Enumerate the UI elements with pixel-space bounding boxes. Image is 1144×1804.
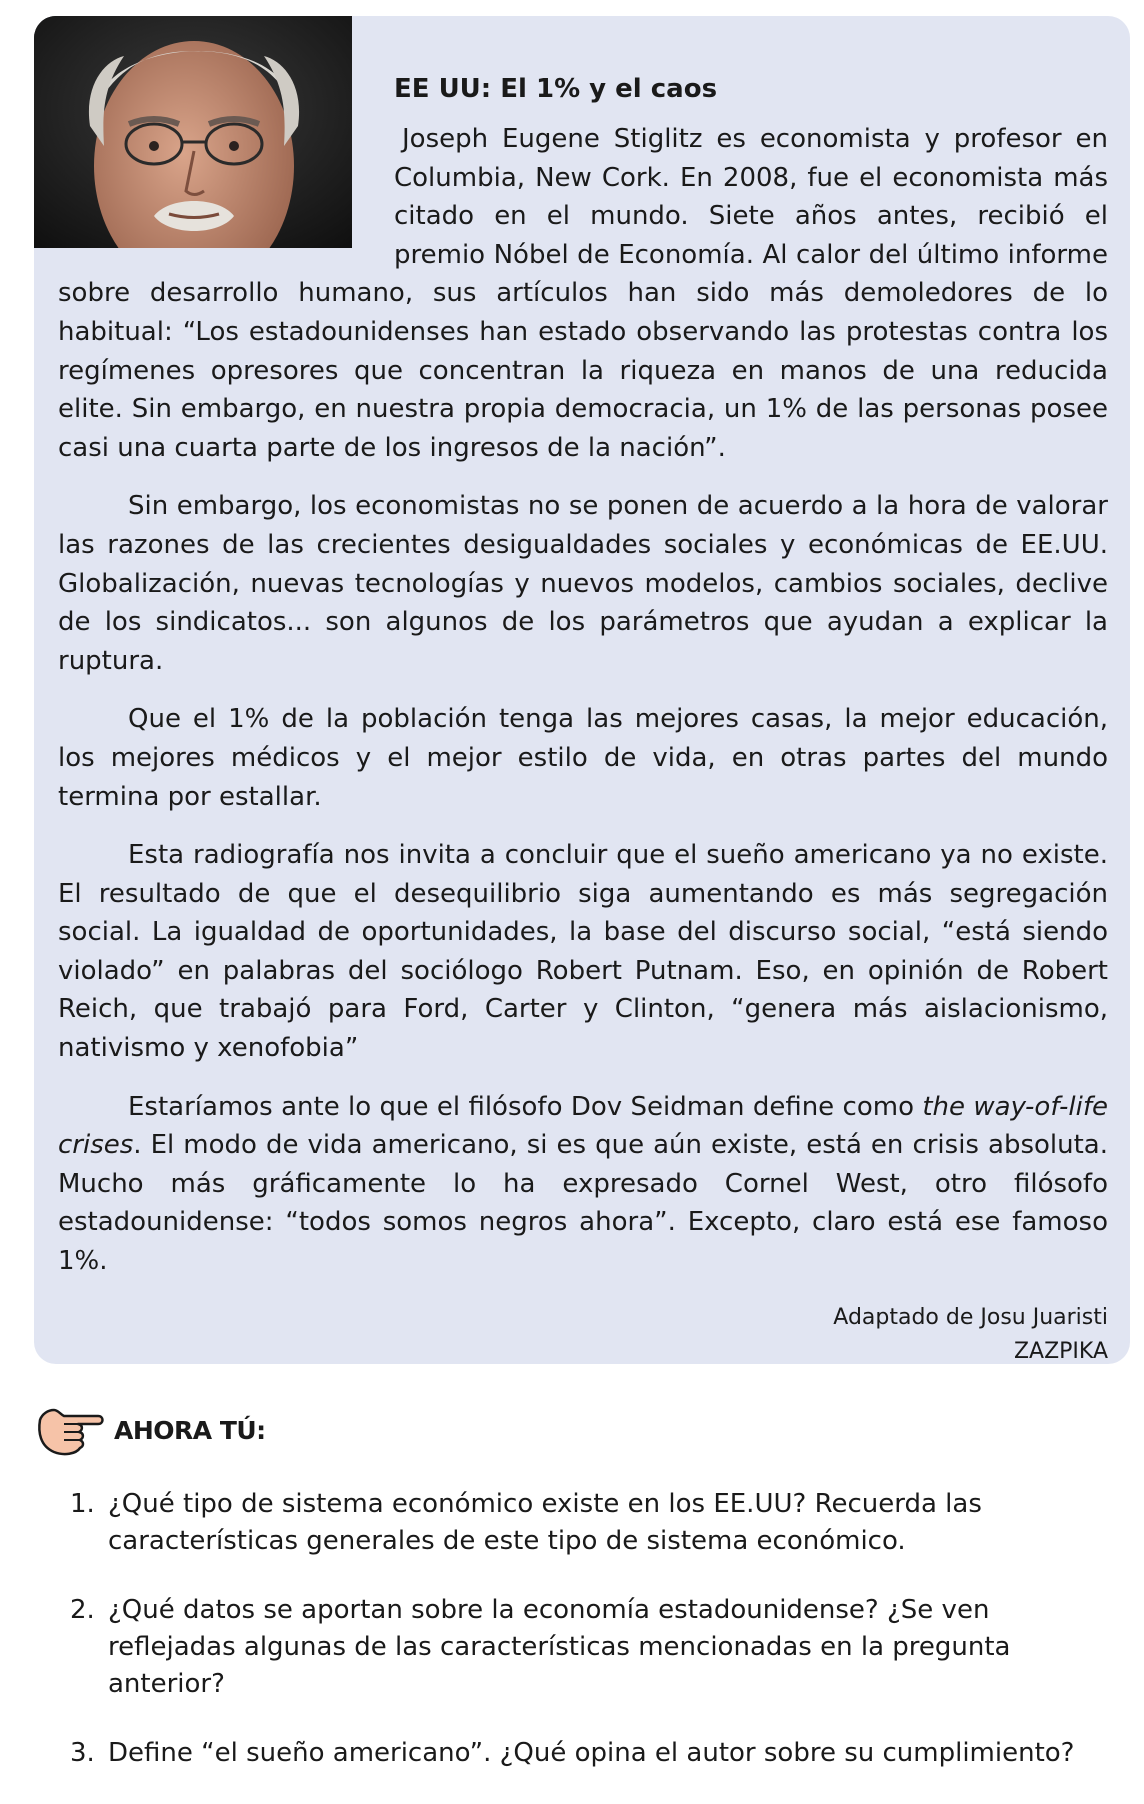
article-paragraph: Esta radiografía nos invita a concluir que el sueño americano ya no existe. El resultado de que el desequilibrio siga aumentando es más segregación social. La igualdad de oportunidades, la base del discurso social, “está siendo violado” en palabras del sociólogo Robert Putnam. Eso, en opinión de Robert Reich, que trabajó para Ford, Carter y Clinton, “genera más aislacionismo, nativismo y xenofobia” [58, 840, 1108, 1064]
italic-phrase: the way-of-life crises [58, 1091, 1108, 1161]
question-text: ¿Qué datos se aportan sobre la economía estadounidense? ¿Se ven reflejadas algunas de las características mencionadas en la pregunta anterior? [108, 1595, 1011, 1699]
signature [58, 1301, 1108, 1369]
portrait-illustration [34, 16, 352, 248]
question-list [34, 1486, 1130, 1772]
question-text: Define “el sueño americano”. ¿Qué opina el autor sobre su cumplimiento? [108, 1738, 1075, 1768]
question-item [34, 1735, 1130, 1772]
question-item [34, 1592, 1130, 1703]
source-name: ZAZPIKA [1013, 1338, 1108, 1364]
exercise-section [34, 1400, 1130, 1804]
question-text: ¿Qué tipo de sistema económico existe en los EE.UU? Recuerda las características generales de este tipo de sistema económico. [108, 1489, 982, 1556]
exercise-title: AHORA TÚ: [114, 1415, 266, 1445]
exercise-header [34, 1400, 1130, 1460]
article-body [58, 70, 1108, 1281]
question-item [34, 1486, 1130, 1560]
article-paragraph: Que el 1% de la población tenga las mejores casas, la mejor educación, los mejores médicos y el mejor estilo de vida, en otras partes del mundo termina por estallar. [58, 704, 1108, 812]
attribution: Adaptado de Josu Juaristi [833, 1304, 1108, 1330]
question-number: 1. [70, 1489, 95, 1519]
article-paragraph: Joseph Eugene Stiglitz es economista y profesor en Columbia, New Cork. En 2008, fue el economista más citado en el mundo. Siete años antes, recibió el premio Nóbel de Economía. Al calor del último informe sobre desarrollo humano, sus artículos han sido más demoledores de lo habitual: “Los estadounidenses han estado observando las protestas contra los regímenes opresores que concentran la riqueza en manos de una reducida elite. Sin embargo, en nuestra propia democracia, un 1% de las personas posee casi una cuarta parte de los ingresos de la nación”. [58, 124, 1108, 463]
pointing-hand-icon [34, 1402, 104, 1458]
question-number: 3. [70, 1738, 95, 1768]
article-paragraph: Sin embargo, los economistas no se ponen de acuerdo a la hora de valorar las razones de las crecientes desigualdades sociales y económicas de EE.UU. Globalización, nuevas tecnologías y nuevos modelos, cambios sociales, declive de los sindicatos... son algunos de los parámetros que ayudan a explicar la ruptura. [58, 491, 1108, 676]
paragraph-text: Estaríamos ante lo que el filósofo Dov Seidman define como [128, 1091, 923, 1122]
article-title: EE UU: El 1% y el caos [394, 74, 718, 104]
question-number: 2. [70, 1595, 95, 1625]
paragraph-text: . El modo de vida americano, si es que aún existe, está en crisis absoluta. Mucho más gráficamente lo ha expresado Cornel West, otro filósofo estadounidense: “todos somos negros ahora”. Excepto, claro está ese famoso 1%. [58, 1130, 1108, 1277]
portrait-photo [34, 16, 352, 248]
article-paragraph-last [58, 1088, 1108, 1281]
article-box [34, 16, 1130, 1364]
